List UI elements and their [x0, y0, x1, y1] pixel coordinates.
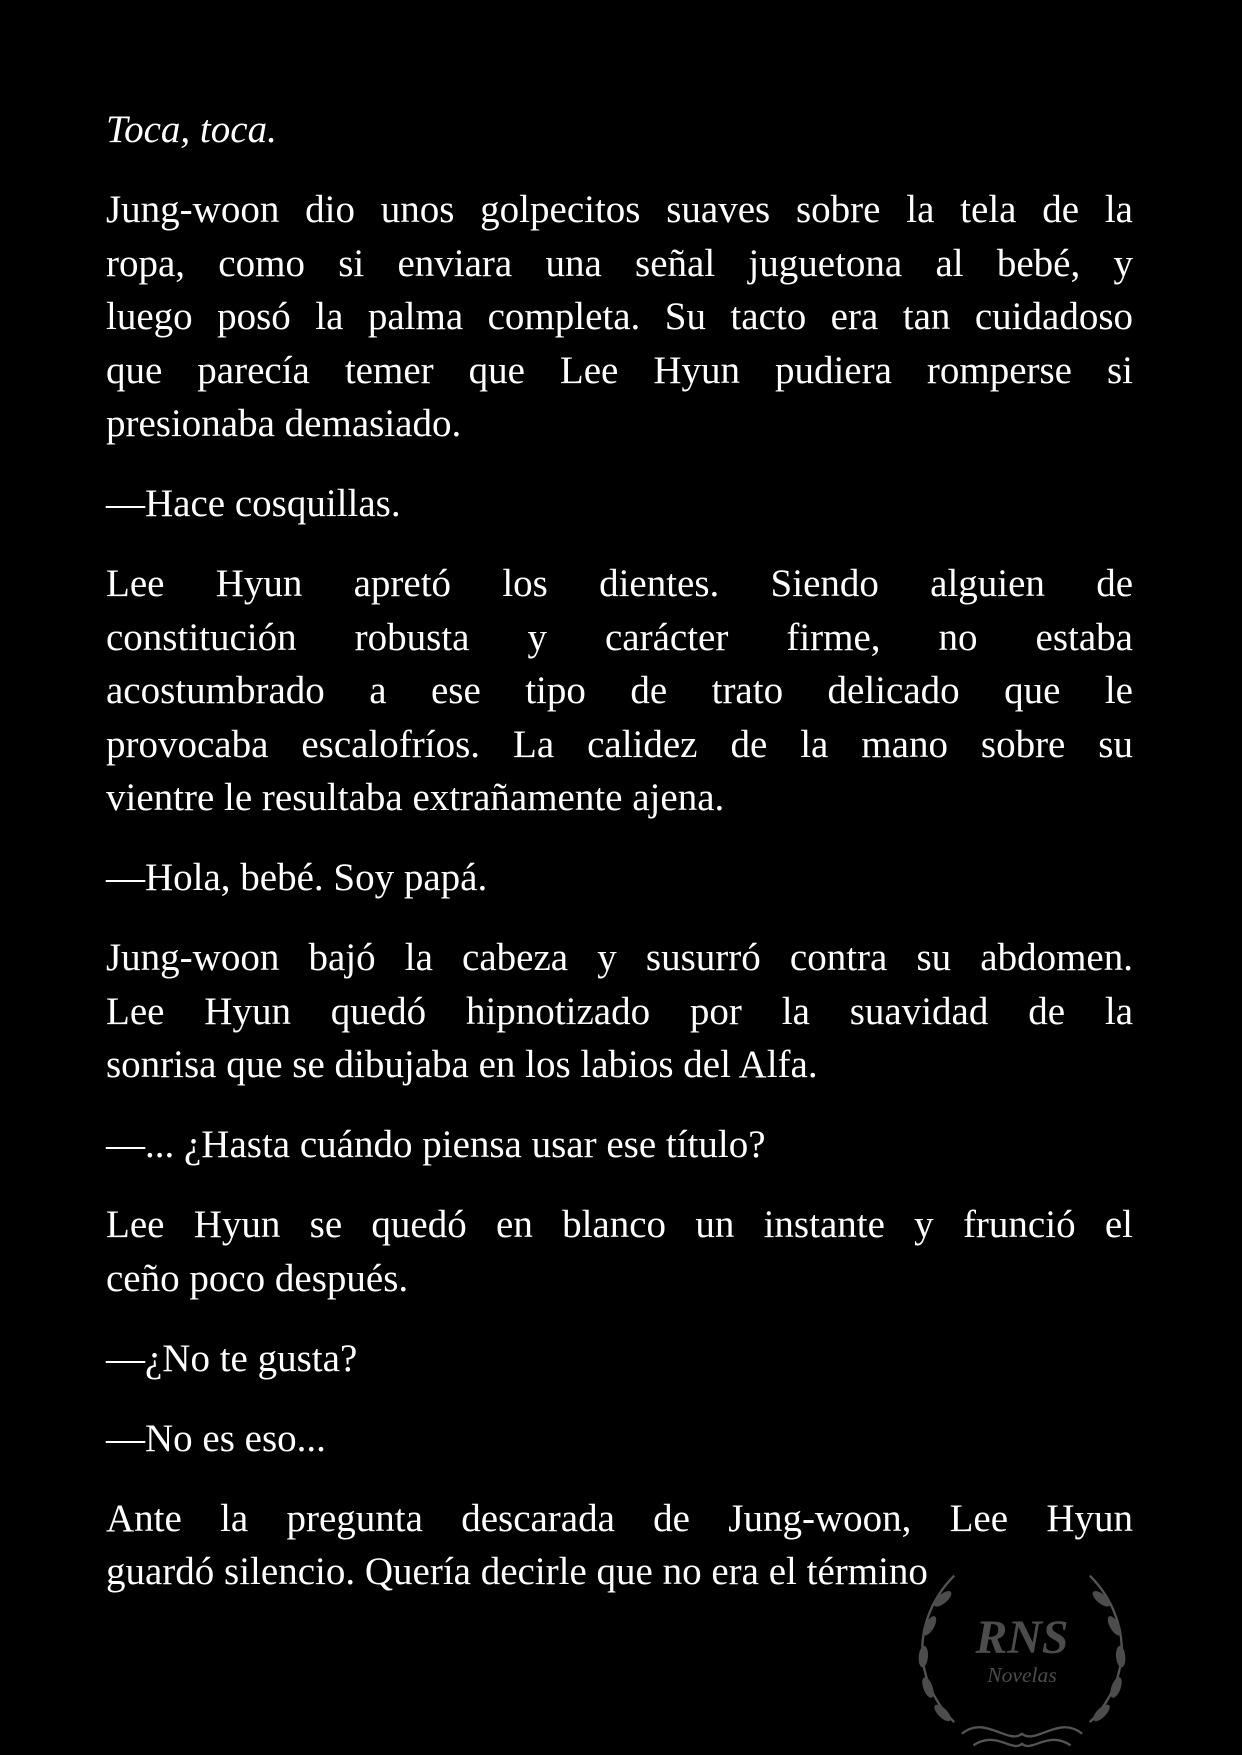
text-line: guardó silencio. Quería decirle que no era el término: [106, 1550, 928, 1593]
text-line: Lee Hyun quedó hipnotizado por la suavidad de la: [106, 989, 1133, 1033]
text-line: Lee Hyun se quedó en blanco un instante y frunció el: [106, 1203, 1133, 1246]
text-line: Jung-woon bajó la cabeza y susurró contra su abdomen.: [106, 936, 1133, 979]
text-line: luego posó la palma completa. Su tacto era tan cuidadoso: [106, 295, 1133, 338]
text-line: —Hace cosquillas.: [106, 482, 401, 525]
text-line: vientre le resultaba extrañamente ajena.: [106, 776, 725, 819]
text-line: que parecía temer que Lee Hyun pudiera romperse si: [106, 348, 1133, 392]
paragraph: [106, 1118, 1133, 1172]
text-line: presionaba demasiado.: [106, 402, 462, 445]
watermark-logo-text: RNS: [975, 1610, 1069, 1664]
watermark-sub-text: Novelas: [987, 1663, 1057, 1688]
paragraph: [106, 557, 1133, 825]
text-line: provocaba escalofríos. La calidez de la mano sobre su: [106, 722, 1133, 766]
paragraph: [106, 1198, 1133, 1305]
paragraph: [106, 477, 1133, 531]
paragraph: [106, 1412, 1133, 1466]
text-line: Ante la pregunta descarada de Jung-woon, Lee Hyun: [106, 1496, 1133, 1540]
paragraph: [106, 931, 1133, 1092]
text-line: acostumbrado a ese tipo de trato delicado que le: [106, 669, 1133, 712]
text-line: —Hola, bebé. Soy papá.: [106, 856, 488, 899]
paragraph: [106, 183, 1133, 451]
document-body: [106, 103, 1133, 1625]
paragraph: [106, 103, 1133, 157]
text-line: Jung-woon dio unos golpecitos suaves sobre la tela de la: [106, 188, 1133, 231]
text-line: —... ¿Hasta cuándo piensa usar ese título?: [106, 1123, 766, 1166]
text-line: ropa, como si enviara una señal juguetona al bebé, y: [106, 241, 1133, 285]
text-line: —No es eso...: [106, 1416, 326, 1460]
paragraph: [106, 851, 1133, 905]
paragraph: [106, 1332, 1133, 1386]
text-line: Toca, toca.: [106, 108, 277, 151]
text-line: ceño poco después.: [106, 1256, 409, 1300]
paragraph: [106, 1492, 1133, 1599]
text-line: constitución robusta y carácter firme, no estaba: [106, 615, 1133, 659]
text-line: Lee Hyun apretó los dientes. Siendo alguien de: [106, 562, 1133, 605]
text-line: sonrisa que se dibujaba en los labios del Alfa.: [106, 1043, 818, 1086]
text-line: —¿No te gusta?: [106, 1336, 358, 1380]
